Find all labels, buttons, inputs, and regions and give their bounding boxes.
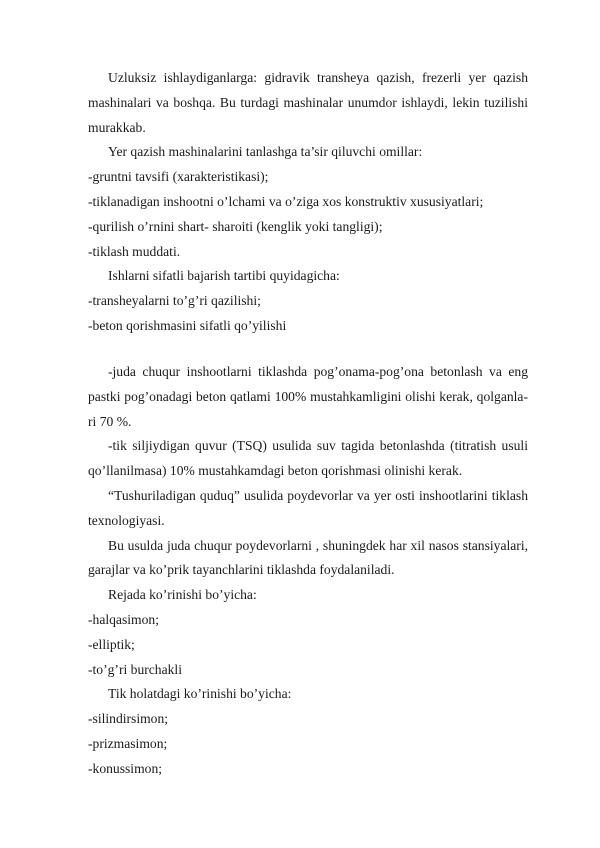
quality-heading: Ishlarni sifatli bajarish tartibi quyidagicha: — [108, 268, 340, 284]
quality-item: -transheyalarni to’g’ri qazilishi; — [88, 293, 261, 309]
text-block-bottom — [88, 360, 528, 782]
paragraph-method-usage: Bu usulda juda chuqur poydevorlarni , shuningdek har xil nasos stansiyalari, garajlar va ko’prik tayanchlarini tiklashda foydalaniladi. — [88, 537, 528, 578]
text-block-top — [88, 66, 528, 339]
plan-item: -to’g’ri burchakli — [88, 661, 182, 677]
plan-item: -halqasimon; — [88, 611, 159, 627]
paragraph-continuous-machines: Uzluksiz ishlaydiganlarga: gidravik transheya qazish, frezerli yer qazish mashinalari va boshqa. Bu turdagi mashinalar unumdor ishlaydi, lekin tuzilishi murakkab. — [88, 70, 528, 135]
vertical-item: -konussimon; — [88, 760, 163, 776]
vertical-item: -prizmasimon; — [88, 735, 168, 751]
paragraph-deep-structures: -juda chuqur inshootlarni tiklashda pog’onama-pog’ona betonlash va eng pastki pog’onadagi beton qatlami 100% mustahkamligini olishi kerak, qolganla-ri 70 %. — [88, 364, 528, 429]
plan-item: -elliptik; — [88, 636, 135, 652]
vertical-heading: Tik holatdagi ko’rinishi bo’yicha: — [108, 686, 292, 702]
factors-heading: Yer qazish mashinalarini tanlashga ta’sir qiluvchi omillar: — [108, 144, 423, 160]
plan-heading: Rejada ko’rinishi bo’yicha: — [108, 587, 257, 603]
quality-item: -beton qorishmasini sifatli qo’yilishi — [88, 317, 287, 333]
factor-item: -tiklash muddati. — [88, 243, 181, 259]
factor-item: -qurilish o’rnini shart- sharoiti (kenglik yoki tangligi); — [88, 218, 383, 234]
vertical-item: -silindirsimon; — [88, 711, 169, 727]
paragraph-tsq-method: -tik siljiydigan quvur (TSQ) usulida suv tagida betonlashda (titratish usuli qo’llanilmasa) 10% mustahkamdagi beton qorishmasi olinishi kerak. — [88, 438, 528, 479]
paragraph-sinking-well: “Tushuriladigan quduq” usulida poydevorlar va yer osti inshootlarini tiklash texnologiyasi. — [88, 487, 528, 528]
factor-item: -tiklanadigan inshootni o’lchami va o’ziga xos konstruktiv xususiyatlari; — [88, 193, 484, 209]
factor-item: -gruntni tavsifi (xarakteristikasi); — [88, 169, 269, 185]
